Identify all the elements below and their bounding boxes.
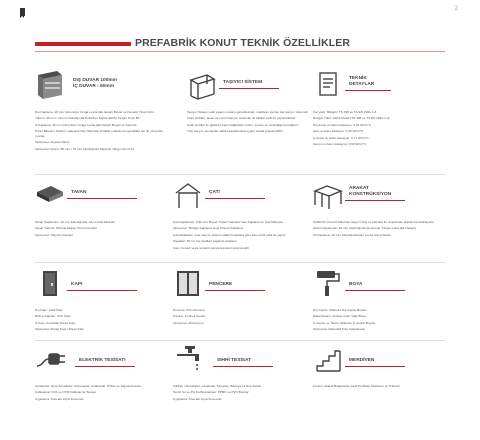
tech-label-1: TEKNİK bbox=[349, 76, 367, 81]
paint-details bbox=[313, 308, 445, 332]
paint-roller-icon bbox=[313, 268, 343, 298]
faucet-icon bbox=[173, 344, 213, 374]
paint-item: Metal Aksam: Antipas üzeri Yağlı Boya bbox=[313, 314, 366, 319]
paint-item: Dış Cephe: Silikonlu Dış Cephe Boyası bbox=[313, 308, 367, 312]
stairs-item: Konum: Arakat Bölgesinde Çelik Profilden Merdiven ve Trabzan bbox=[313, 384, 401, 388]
plumbing-label: SIHHİ TESİSAT bbox=[217, 358, 252, 363]
carrier-item: Tüm taşıyıcı elemanlar statik hesaplamaya uygun olarak projelendirilir bbox=[187, 129, 283, 134]
row-divider bbox=[35, 340, 445, 341]
row-divider bbox=[35, 174, 445, 175]
document-icon bbox=[313, 70, 343, 100]
ceiling-item: Tavan Yalıtımı: Mineral Ahşap Yünü Kontrollü bbox=[35, 226, 97, 231]
stairs-details bbox=[313, 384, 445, 389]
chassis-item: KARKAS: Kutu Profillerden taşıyıcı kiriş ve kolonlar ile oluşturulan arakat konstrüksiyonu bbox=[313, 220, 434, 224]
paint-item: İç Cephe ve Tavan: Silikonlu İç Cephe Boyası bbox=[313, 320, 376, 325]
door-item: Dış Kapı: Çelik Kapı bbox=[35, 308, 63, 312]
tech-item: Zemin ısı iletim katsayısı: 0,60 W/m²°C bbox=[313, 141, 367, 146]
carrier-details bbox=[187, 110, 315, 134]
walls-item: Opsiyonel: Alçıpan Panel bbox=[35, 140, 70, 145]
plumbing-item: Vitrifiye / Armatürler: Lavabolar, Klozetler, Batarya ve Duş Setleri bbox=[173, 384, 262, 388]
plumbing-item: Temiz Su ve Pis Su Borulaması: PPRC ve PVC Borular bbox=[173, 390, 249, 395]
walls-label-1: DIŞ DUVAR 100mm bbox=[73, 78, 117, 83]
paint-item: Opsiyonel: Dekoratif Sıva Uygulaması bbox=[313, 327, 366, 332]
tech-item: Çatı ısı iletim katsayısı: 0,32 W/m²°C bbox=[313, 129, 364, 134]
section-plumbing bbox=[173, 344, 305, 403]
carrier-item: Taşıyıcı Sistem çelik yaşam mekanı garantisinden maddeler ayrılan kat taşıyıcı sistemdir bbox=[187, 110, 309, 114]
row-divider bbox=[35, 262, 445, 263]
ceiling-label: TAVAN bbox=[71, 190, 87, 195]
section-window bbox=[173, 268, 305, 327]
stairs-icon bbox=[313, 344, 343, 374]
section-tech bbox=[313, 70, 445, 148]
door-details bbox=[35, 308, 171, 332]
electric-item: Uygulama: Sıva altı Veya Sıva üstü bbox=[35, 396, 84, 401]
plumbing-details bbox=[173, 384, 305, 402]
tech-item: Rüzgar Yükü: 130 km/saat (TS 498 ve TS EN 1991-1-4) bbox=[313, 116, 390, 121]
window-item: Pencere: PVC Pencere bbox=[173, 308, 205, 312]
door-icon bbox=[35, 268, 65, 298]
chassis-label-1: ARAKAT bbox=[349, 186, 369, 191]
chassis-label-2: KONSTRÜKSİYON bbox=[349, 191, 392, 197]
title-accent-bar bbox=[35, 42, 131, 46]
ceiling-item: Tavan Kaplaması: 10 mm Kalınlığında, Alçı Levha Modüler bbox=[35, 220, 116, 224]
door-label: KAPI bbox=[71, 282, 83, 287]
roof-item: Çatı Kaplaması: 0,50 mm Boyalı Trapez Galvaniz Sac Kaplama ve Çatı Mahyası bbox=[173, 220, 284, 224]
page-title: PREFABRİK KONUT TEKNİK ÖZELLİKLER bbox=[135, 37, 351, 49]
roof-item: Çatı Makasları: Çatı taşıyıcı sistemi statik hesaplara göre kutu profil çelik ile yapılır bbox=[173, 232, 286, 237]
roof-details bbox=[173, 220, 305, 250]
window-item: Camlar: 4+16+4 Isıcam bbox=[173, 314, 206, 319]
walls-details bbox=[35, 110, 171, 151]
walls-label-2: İÇ DUVAR : 60mm bbox=[73, 83, 114, 89]
section-door bbox=[35, 268, 171, 334]
electric-details bbox=[35, 384, 171, 402]
door-item: Bölme Kapıları: PVC Kapı bbox=[35, 314, 71, 319]
walls-item: İç Kaplama: 10 mm Çimentolu Yonga Levha (Ek Detaylı Boyalı ve Kenarlı) bbox=[35, 122, 137, 127]
section-ceiling bbox=[35, 180, 171, 239]
stairs-label: MERDİVEN bbox=[349, 358, 375, 363]
window-label: PENCERE bbox=[209, 282, 233, 287]
ceiling-item: Opsiyonel: Taşyünü Alçıpan bbox=[35, 232, 73, 237]
section-stairs bbox=[313, 344, 445, 390]
tech-item: Dış duvar ısı iletim katsayısı: 0,49 W/m²°C bbox=[313, 122, 371, 127]
section-paint bbox=[313, 268, 445, 334]
section-carrier bbox=[187, 70, 315, 136]
electric-label: ELEKTRİK TESİSATI bbox=[79, 358, 126, 363]
page-number: 2 bbox=[454, 6, 458, 12]
roof-item: Opsiyonel: Shingle Kaplama veya Kiremit Kaplama bbox=[173, 226, 243, 231]
walls-item: Opsiyonel Yalıtım: 50 mm / 75 mm kalınlığında Taşyünü Yangın Sınıfı A1 bbox=[35, 146, 135, 151]
wall-panel-icon bbox=[35, 70, 65, 100]
carrier-label: TAŞIYICI SİSTEM bbox=[223, 80, 263, 85]
plumbing-item: Uygulama: Sıva altı Veya Sıva üstü bbox=[173, 396, 222, 401]
door-item: Opsiyonel: Ahşap Kapı / Panel Kapı bbox=[35, 327, 85, 332]
chassis-item: Alt Kaplama: 10 mm Kalınlığında Alçı Levha Asma Tavan bbox=[313, 232, 391, 237]
paint-label: BOYA bbox=[349, 282, 363, 287]
steel-frame-icon bbox=[187, 70, 217, 100]
tech-item: Kar yükü: 80kg/m² TS 498 ve TS EN 1991-1-3 bbox=[313, 110, 377, 114]
chassis-item: Zemin Kaplaması: 18 mm Kalınlığında Çimentolu Yonga Levha (Ek Detaylı) bbox=[313, 226, 417, 231]
tech-item: İç duvar ısı iletim katsayısı: 0,71 W/m²°C bbox=[313, 135, 369, 140]
electric-item: Kablolama: NYA ve NYM Kablolar ile Tesisat bbox=[35, 390, 96, 395]
tech-label-2: DETAYLAR bbox=[349, 81, 375, 87]
chassis-icon bbox=[313, 180, 343, 210]
title-underline bbox=[35, 51, 445, 52]
walls-item: Dış Kaplama: 10 mm Çimentolu Yonga Levha (Ek detaylı Boyalı ve Kenarlı) Ticari Ürün bbox=[35, 110, 154, 114]
roof-item: Cam: Fenerli veya ısıcamlı çatı pencereleri opsiyoneldir bbox=[173, 245, 249, 250]
ceiling-details bbox=[35, 220, 171, 238]
section-walls bbox=[35, 70, 171, 153]
window-details bbox=[173, 308, 305, 326]
electric-plug-icon bbox=[35, 344, 75, 374]
carrier-item: Çelik profiller ile galvaniz kaplı bağlantılar, bulon, somun ve rondelalar ile bağlanır bbox=[187, 122, 299, 127]
carrier-item: Köşe profiller, tavan ve zemin taşıyıcı sistemler ile birlikte çelik ile yapılmaktadır bbox=[187, 116, 296, 121]
window-icon bbox=[173, 268, 203, 298]
roof-item: Saçaklar: 30 cm her taraftan saçak ile kaplanır bbox=[173, 239, 237, 244]
section-roof bbox=[173, 180, 305, 252]
window-item: Opsiyonel: Alüminyum bbox=[173, 320, 204, 325]
door-item: İç Kapı: Amerikan Panel Kapı bbox=[35, 320, 76, 325]
walls-item: Yalıtım: 40 mm / 10 mm kalınlığında Polistiren Köpük (EPS) Yangın Sınıfı B1 bbox=[35, 116, 140, 121]
roof-label: ÇATI bbox=[209, 190, 220, 195]
walls-item: Panel Birleşim Sistemi: Galvaniz Saç Hasırdan Profiller maksimum genişlikte her iki yüzeyden montaj bbox=[35, 129, 164, 138]
page-title-block bbox=[35, 37, 445, 51]
electric-item: Armatürler: Spot Armatürler, Floresanlar, Anahtarlar, Prizler ve Sigorta Kutusu bbox=[35, 384, 141, 388]
chassis-details bbox=[313, 220, 445, 238]
tech-details bbox=[313, 110, 445, 147]
bookmark-icon bbox=[20, 8, 25, 16]
section-electric bbox=[35, 344, 171, 403]
roof-icon bbox=[173, 180, 203, 210]
ceiling-icon bbox=[35, 180, 65, 210]
section-chassis bbox=[313, 180, 445, 239]
